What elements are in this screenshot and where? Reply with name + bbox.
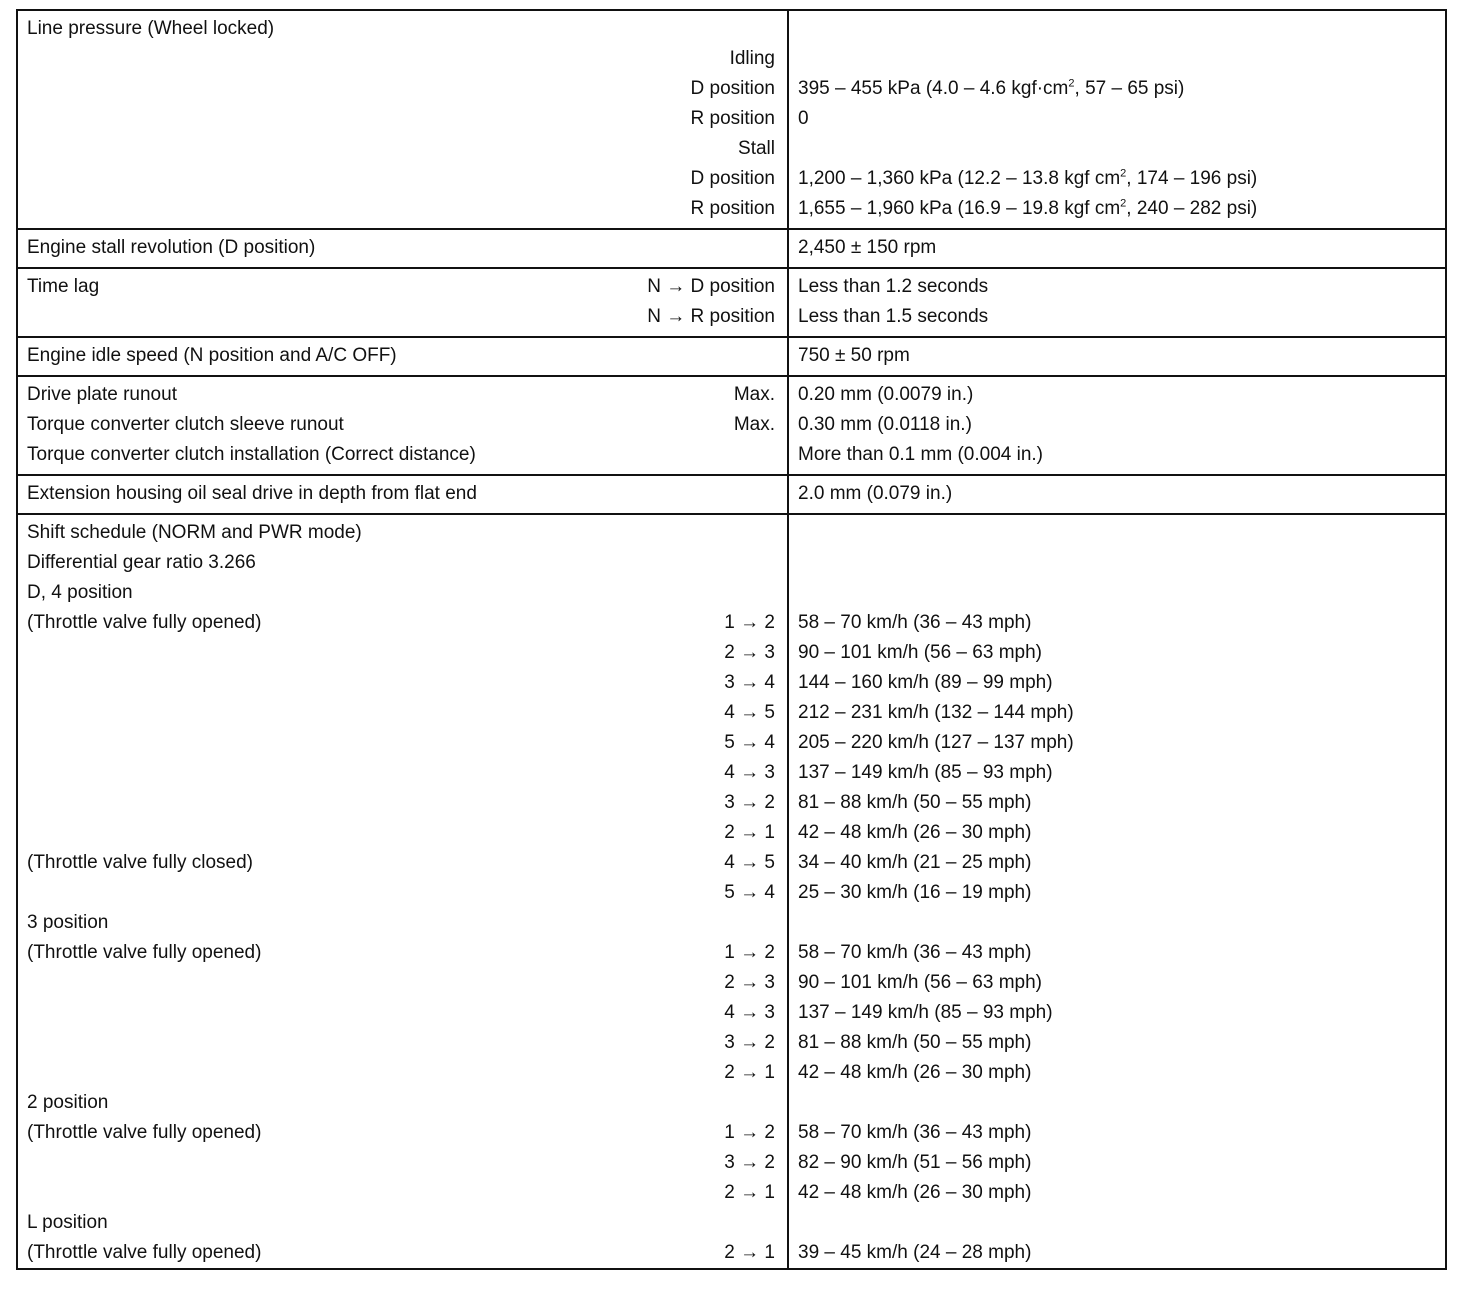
shift-row-transition: 4 → 3 xyxy=(724,762,775,783)
shift-row-speed: 58 – 70 km/h (36 – 43 mph) xyxy=(798,942,1032,963)
shift-row xyxy=(27,1148,775,1178)
shift-row-label xyxy=(27,1178,724,1208)
stall-revolution-value: 2,450 ± 150 rpm xyxy=(798,237,937,258)
shift-row-speed-line xyxy=(798,698,1439,728)
shift-schedule-title: Shift schedule (NORM and PWR mode) xyxy=(27,522,362,543)
shift-row-speed-line xyxy=(798,1028,1439,1058)
shift-row-speed-line xyxy=(798,1208,1439,1238)
shift-row-transition: 3 → 2 xyxy=(724,1032,775,1053)
stall-r-value: 1,655 – 1,960 kPa (16.9 – 19.8 kgf $cm^2$, 240 – 282 psi) xyxy=(798,197,1258,219)
shift-row-speed: 42 – 48 km/h (26 – 30 mph) xyxy=(798,1062,1032,1083)
shift-row-speed: 81 – 88 km/h (50 – 55 mph) xyxy=(798,792,1032,813)
shift-row-label xyxy=(27,638,724,668)
shift-row-speed-line xyxy=(798,1148,1439,1178)
time-lag-nd-value: Less than 1.2 seconds xyxy=(798,276,989,297)
shift-row-label xyxy=(27,968,724,998)
shift-row-speed: 25 – 30 km/h (16 – 19 mph) xyxy=(798,882,1032,903)
shift-row-transition: 4 → 5 xyxy=(724,852,775,873)
time-lag-nr-value: Less than 1.5 seconds xyxy=(798,306,989,327)
shift-row-label xyxy=(27,818,724,848)
time-lag-nr-label: N → R position xyxy=(647,306,775,327)
shift-row-speed-line xyxy=(798,668,1439,698)
shift-row-speed: 81 – 88 km/h (50 – 55 mph) xyxy=(798,1032,1032,1053)
shift-row-speed xyxy=(798,908,1439,938)
shift-row-label xyxy=(27,998,724,1028)
shift-row xyxy=(27,938,775,968)
time-lag-section xyxy=(18,267,1445,336)
shift-row-label xyxy=(27,698,724,728)
shift-row-label: D, 4 position xyxy=(27,582,133,603)
shift-row-speed-line xyxy=(798,848,1439,878)
stall-d-label: D position xyxy=(690,168,775,189)
shift-row-transition: 1 → 2 xyxy=(724,1122,775,1143)
shift-row xyxy=(27,1208,775,1238)
shift-row-transition: 3 → 2 xyxy=(724,792,775,813)
shift-row-label xyxy=(27,668,724,698)
drive-plate-label: Drive plate runout xyxy=(27,384,177,405)
shift-row-transition: 2 → 1 xyxy=(724,1182,775,1203)
shift-row xyxy=(27,1238,775,1268)
shift-schedule-section xyxy=(18,513,1445,1268)
shift-row-speed xyxy=(798,578,1439,608)
shift-row-label xyxy=(27,758,724,788)
shift-row-label: 2 position xyxy=(27,1092,109,1113)
shift-row-speed-line xyxy=(798,1238,1439,1268)
shift-row-speed: 82 – 90 km/h (51 – 56 mph) xyxy=(798,1152,1032,1173)
oil-seal-value: 2.0 mm (0.079 in.) xyxy=(798,483,953,504)
shift-row-speed: 137 – 149 km/h (85 – 93 mph) xyxy=(798,762,1053,783)
shift-row-speed: 42 – 48 km/h (26 – 30 mph) xyxy=(798,1182,1032,1203)
shift-row xyxy=(27,848,775,878)
shift-row-speed: 58 – 70 km/h (36 – 43 mph) xyxy=(798,1122,1032,1143)
shift-row-speed-line xyxy=(798,968,1439,998)
shift-row-transition: 3 → 4 xyxy=(724,672,775,693)
shift-row-label xyxy=(27,788,724,818)
shift-row-transition: 4 → 5 xyxy=(724,702,775,723)
shift-row-speed: 90 – 101 km/h (56 – 63 mph) xyxy=(798,972,1042,993)
shift-row-speed: 212 – 231 km/h (132 – 144 mph) xyxy=(798,702,1074,723)
shift-row xyxy=(27,1058,775,1088)
shift-row-label: (Throttle valve fully closed) xyxy=(27,852,253,873)
spec-table xyxy=(16,9,1447,1270)
shift-row xyxy=(27,1118,775,1148)
oil-seal-label: Extension housing oil seal drive in depth from flat end xyxy=(27,483,477,504)
line-pressure-section xyxy=(18,11,1445,228)
drive-plate-qualifier: Max. xyxy=(733,384,775,405)
idle-speed-value: 750 ± 50 rpm xyxy=(798,345,910,366)
shift-row-speed-line xyxy=(798,1118,1439,1148)
shift-row-transition: 2 → 1 xyxy=(724,1062,775,1083)
gear-ratio: Differential gear ratio 3.266 xyxy=(27,552,256,573)
shift-row xyxy=(27,878,775,908)
shift-row xyxy=(27,608,775,638)
stall-d-value: 1,200 – 1,360 kPa (12.2 – 13.8 kgf $cm^2$, 174 – 196 psi) xyxy=(798,167,1258,189)
shift-row xyxy=(27,578,775,608)
shift-row xyxy=(27,998,775,1028)
shift-row-speed-line xyxy=(798,638,1439,668)
stall-revolution-section xyxy=(18,228,1445,267)
shift-row-transition: 2 → 1 xyxy=(724,822,775,843)
install-label: Torque converter clutch installation (Correct distance) xyxy=(27,444,476,465)
idling-label: Idling xyxy=(729,48,775,69)
shift-row-transition: 1 → 2 xyxy=(724,942,775,963)
shift-row-label xyxy=(27,878,724,908)
idling-d-value: 395 – 455 kPa (4.0 – 4.6 $kgf\cdot cm^2$, 57 – 65 psi) xyxy=(798,77,1185,99)
shift-row-transition: 5 → 4 xyxy=(724,732,775,753)
shift-row xyxy=(27,818,775,848)
shift-row-transition: 2 → 3 xyxy=(724,642,775,663)
shift-row-transition: 5 → 4 xyxy=(724,882,775,903)
shift-row xyxy=(27,1028,775,1058)
shift-row-transition: 2 → 1 xyxy=(724,1242,775,1263)
shift-row-label: (Throttle valve fully opened) xyxy=(27,942,262,963)
shift-row-speed-line xyxy=(798,938,1439,968)
shift-row-label: 3 position xyxy=(27,912,109,933)
shift-row-label: (Throttle valve fully opened) xyxy=(27,612,262,633)
time-lag-label: Time lag xyxy=(27,276,100,297)
shift-row xyxy=(27,1178,775,1208)
shift-row-speed-line xyxy=(798,728,1439,758)
idling-r-label: R position xyxy=(690,108,775,129)
shift-row-speed-line xyxy=(798,788,1439,818)
shift-row-speed-line xyxy=(798,608,1439,638)
sleeve-value: 0.30 mm (0.0118 in.) xyxy=(798,414,972,435)
shift-row-label xyxy=(27,1058,724,1088)
stall-r-label: R position xyxy=(690,198,775,219)
line-pressure-title: Line pressure (Wheel locked) xyxy=(27,18,275,39)
shift-row-speed xyxy=(798,1208,1439,1238)
shift-row-speed-line xyxy=(798,1178,1439,1208)
shift-row xyxy=(27,968,775,998)
oil-seal-section xyxy=(18,474,1445,513)
shift-row-speed-line xyxy=(798,908,1439,938)
idling-d-label: D position xyxy=(690,78,775,99)
shift-row-label xyxy=(27,728,724,758)
shift-row-speed: 34 – 40 km/h (21 – 25 mph) xyxy=(798,852,1032,873)
shift-row xyxy=(27,788,775,818)
shift-row xyxy=(27,908,775,938)
shift-row-speed-line xyxy=(798,578,1439,608)
idling-r-value: 0 xyxy=(798,108,809,129)
shift-row-transition: 4 → 3 xyxy=(724,1002,775,1023)
shift-row xyxy=(27,698,775,728)
shift-row-speed-line xyxy=(798,998,1439,1028)
idle-speed-section xyxy=(18,336,1445,375)
sleeve-qualifier: Max. xyxy=(733,414,775,435)
shift-row-transition: 1 → 2 xyxy=(724,612,775,633)
shift-row-speed: 144 – 160 km/h (89 – 99 mph) xyxy=(798,672,1053,693)
idle-speed-label: Engine idle speed (N position and A/C OFF) xyxy=(27,345,397,366)
shift-row-speed-line xyxy=(798,1088,1439,1118)
stall-label: Stall xyxy=(738,138,775,159)
sleeve-label: Torque converter clutch sleeve runout xyxy=(27,414,344,435)
drive-plate-value: 0.20 mm (0.0079 in.) xyxy=(798,384,974,405)
shift-row-speed-line xyxy=(798,1058,1439,1088)
shift-row-speed: 137 – 149 km/h (85 – 93 mph) xyxy=(798,1002,1053,1023)
shift-row xyxy=(27,668,775,698)
shift-row-label xyxy=(27,1028,724,1058)
shift-row xyxy=(27,638,775,668)
shift-row xyxy=(27,728,775,758)
shift-row-speed: 42 – 48 km/h (26 – 30 mph) xyxy=(798,822,1032,843)
shift-row-transition: 2 → 3 xyxy=(724,972,775,993)
shift-row-speed-line xyxy=(798,878,1439,908)
shift-row-speed: 58 – 70 km/h (36 – 43 mph) xyxy=(798,612,1032,633)
shift-row-label: L position xyxy=(27,1212,108,1233)
runout-section xyxy=(18,375,1445,474)
install-value: More than 0.1 mm (0.004 in.) xyxy=(798,444,1043,465)
shift-row-speed: 90 – 101 km/h (56 – 63 mph) xyxy=(798,642,1042,663)
shift-row-label: (Throttle valve fully opened) xyxy=(27,1242,262,1263)
time-lag-nd-label: N → D position xyxy=(647,276,775,297)
shift-row-speed-line xyxy=(798,818,1439,848)
shift-row-label xyxy=(27,1148,724,1178)
shift-row-speed-line xyxy=(798,758,1439,788)
shift-row-transition: 3 → 2 xyxy=(724,1152,775,1173)
stall-revolution-label: Engine stall revolution (D position) xyxy=(27,237,316,258)
shift-row-speed: 205 – 220 km/h (127 – 137 mph) xyxy=(798,732,1074,753)
shift-row-label: (Throttle valve fully opened) xyxy=(27,1122,262,1143)
shift-row-speed xyxy=(798,1088,1439,1118)
shift-row xyxy=(27,1088,775,1118)
shift-row xyxy=(27,758,775,788)
shift-row-speed: 39 – 45 km/h (24 – 28 mph) xyxy=(798,1242,1032,1263)
